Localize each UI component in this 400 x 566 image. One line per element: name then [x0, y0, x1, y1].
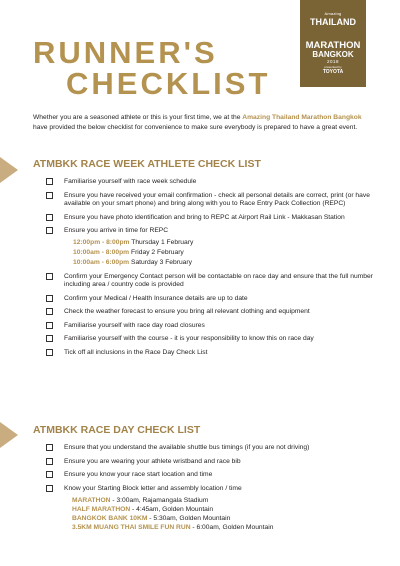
repc-time: 10:00am - 6:00pm [73, 258, 130, 266]
logo-year: 2018 [326, 59, 339, 64]
logo-amazing: Amazing [324, 11, 342, 16]
checkbox[interactable] [46, 308, 53, 315]
checkbox[interactable] [46, 273, 53, 280]
race-name: 3.5KM MUANG THAI SMILE FUN RUN [72, 524, 191, 531]
repc-time: 10:00am - 8:00pm [73, 248, 130, 256]
intro-text-end: have provided the below checklist for convenience to make sure everybody is prepared to have a great event. [33, 123, 358, 131]
logo-sponsor: TOYOTA [322, 69, 344, 75]
logo-thailand: THAILAND [310, 17, 356, 27]
race-start-row [72, 496, 386, 505]
checklist-item[interactable] [46, 295, 386, 304]
checklist-item[interactable] [46, 349, 386, 358]
checklist-item-text: Ensure you are wearing your athlete wristband and race bib [64, 457, 241, 465]
repc-time-row [73, 258, 386, 268]
checklist-item[interactable] [46, 227, 386, 236]
race-day-checklist [46, 444, 386, 532]
checklist-item-text: Confirm your Medical / Health Insurance details are up to date [64, 294, 248, 302]
intro-text-start: Whether you are a seasoned athlete or this is your first time, we at the [33, 114, 243, 121]
checklist-item-text: Confirm your Emergency Contact person will be contactable on race day and ensure that the full number including area / country code is provided [64, 272, 373, 288]
race-start-detail: - 5:30am, Golden Mountain [147, 515, 231, 522]
race-week-checklist [46, 178, 386, 357]
page-title-line2: CHECKLIST [66, 66, 271, 101]
checklist-item[interactable] [46, 458, 386, 467]
checklist-item-text: Check the weather forecast to ensure you bring all relevant clothing and equipment [64, 308, 310, 315]
checkbox[interactable] [46, 444, 53, 451]
race-start-detail: - 6:00am, Golden Mountain [190, 524, 274, 531]
race-name: HALF MARATHON [72, 506, 131, 513]
race-day-section-title: ATMBKK RACE DAY CHECK LIST [33, 424, 201, 436]
checklist-item[interactable] [46, 485, 386, 494]
race-name: BANGKOK BANK 10KM [72, 515, 148, 522]
logo-marathon: MARATHON [305, 40, 361, 51]
checkbox[interactable] [46, 458, 53, 465]
checklist-item-text: Familiarise yourself with race day road closures [64, 321, 205, 329]
checklist-item-text: Familiarise yourself with race week schedule [64, 178, 197, 185]
checkbox[interactable] [46, 349, 53, 356]
repc-time: 12:00pm - 8:00pm [73, 238, 130, 246]
race-start-row [72, 514, 386, 523]
checklist-item-text: Ensure that you understand the available shuttle bus timings (if you are not driving) [64, 444, 310, 451]
checklist-item-text: Ensure you have received your email confirmation - check all personal details are correct, print (or have available on your smart phone) and bring along with you to Race Entry Pack Collection (REPC) [64, 191, 370, 207]
checkbox[interactable] [46, 485, 53, 492]
checkbox[interactable] [46, 471, 53, 478]
checklist-item[interactable] [46, 335, 386, 344]
checkbox[interactable] [46, 192, 53, 199]
checklist-item[interactable] [46, 192, 386, 209]
checklist-item[interactable] [46, 273, 386, 290]
checkbox[interactable] [46, 178, 53, 185]
checklist-item[interactable] [46, 214, 386, 223]
logo-bangkok: BANGKOK [312, 50, 354, 59]
race-start-row [72, 523, 386, 532]
checklist-item[interactable] [46, 308, 386, 317]
intro-paragraph [33, 113, 373, 132]
checklist-item-text: Tick off all inclusions in the Race Day Check List [64, 348, 208, 356]
checkbox[interactable] [46, 335, 53, 342]
checklist-item-text: Ensure you arrive in time for REPC [64, 227, 169, 234]
checklist-item[interactable] [46, 471, 386, 480]
checklist-item-text: Ensure you know your race start location and time [64, 471, 213, 478]
page-title-line1: RUNNER'S [33, 35, 218, 70]
checklist-item-text: Familiarise yourself with the course - it is your responsibility to know this on race day [64, 335, 314, 342]
repc-date: Thursday 1 February [129, 238, 194, 246]
checkbox[interactable] [46, 227, 53, 234]
checklist-item[interactable] [46, 322, 386, 331]
intro-highlight: Amazing Thailand Marathon Bangkok [242, 114, 362, 121]
repc-date: Saturday 3 February [129, 258, 192, 266]
race-start-detail: - 4:45am, Golden Mountain [130, 506, 214, 513]
race-start-row [72, 505, 386, 514]
checkbox[interactable] [46, 322, 53, 329]
event-logo [300, 0, 366, 87]
section-arrow-icon [0, 157, 18, 183]
logo-presented-by: presented by [324, 65, 342, 69]
checklist-item-text: Know your Starting Block letter and assembly location / time [64, 484, 242, 492]
race-name: MARATHON [72, 497, 111, 504]
repc-date: Friday 2 February [129, 248, 184, 256]
checklist-item[interactable] [46, 178, 386, 187]
race-start-detail: - 3:00am, Rajamangala Stadium [110, 497, 209, 504]
repc-time-row [73, 238, 386, 248]
section-arrow-icon [0, 422, 18, 448]
checklist-item[interactable] [46, 444, 386, 453]
race-week-section-title: ATMBKK RACE WEEK ATHLETE CHECK LIST [33, 158, 261, 170]
checklist-item-text: Ensure you have photo identification and bring to REPC at Airport Rail Link - Makkasan Station [64, 213, 345, 221]
checkbox[interactable] [46, 214, 53, 221]
checkbox[interactable] [46, 295, 53, 302]
repc-time-row [73, 248, 386, 258]
